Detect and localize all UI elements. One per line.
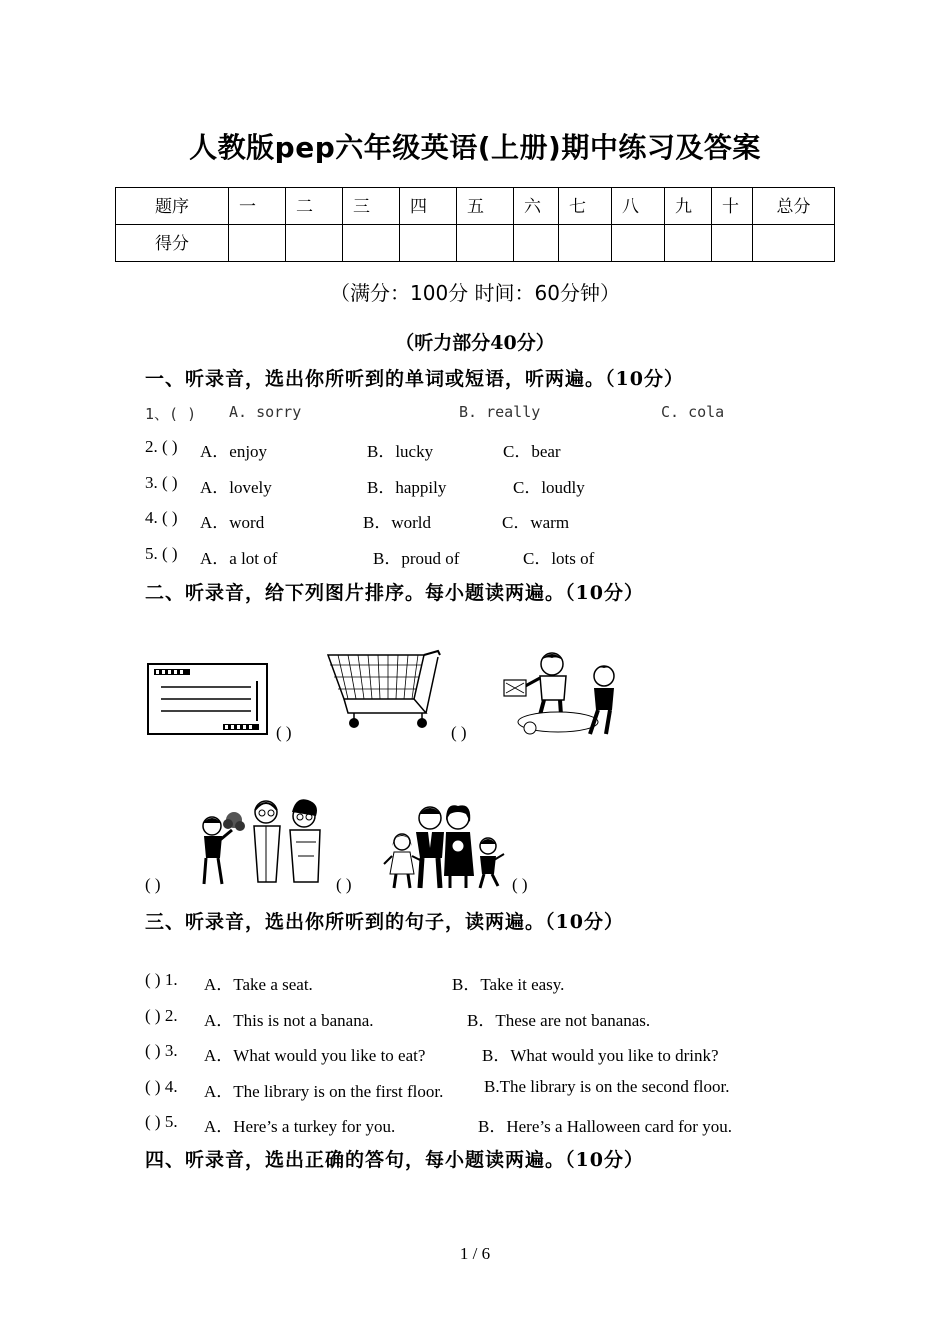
score-input-cell[interactable] — [559, 225, 612, 262]
score-table-cell: 十 — [712, 188, 753, 225]
question-number[interactable]: ( ) 5. — [145, 1112, 178, 1131]
section4-title: 四、听录音，选出正确的答句，每小题读两遍。（10分） — [145, 1149, 644, 1171]
option-a: A．a lot of — [200, 549, 278, 568]
question-row — [145, 473, 845, 495]
question-row — [145, 544, 845, 566]
page-title: 人教版pep六年级英语(上册)期中练习及答案 — [189, 131, 761, 164]
question-row — [145, 403, 845, 425]
question-row — [145, 1077, 845, 1099]
score-table-cell: 六 — [514, 188, 559, 225]
option-a: A．What would you like to eat? — [204, 1046, 426, 1065]
option-b: B．Here’s a Halloween card for you. — [478, 1117, 732, 1136]
option-c: C．loudly — [513, 478, 585, 497]
score-table-cell: 八 — [612, 188, 665, 225]
score-table — [115, 187, 835, 262]
answer-blank[interactable]: ( ) — [276, 723, 292, 742]
option-b: B．What would you like to drink? — [482, 1046, 719, 1065]
option-c: C．bear — [503, 442, 561, 461]
option-b: B．lucky — [367, 442, 434, 461]
answer-blank[interactable]: ( ) — [145, 875, 161, 894]
question-row — [145, 970, 845, 992]
family-picture — [384, 804, 508, 890]
score-input-cell[interactable] — [753, 225, 835, 262]
answer-blank[interactable]: ( ) — [512, 875, 528, 894]
answer-blank[interactable]: ( ) — [336, 875, 352, 894]
question-row — [145, 1112, 845, 1134]
option-a: A．word — [200, 513, 265, 532]
option-b: B．proud of — [373, 549, 460, 568]
score-table-cell: 二 — [286, 188, 343, 225]
option-b: B．happily — [367, 478, 447, 497]
score-table-score-row — [116, 225, 835, 262]
score-table-cell: 一 — [229, 188, 286, 225]
answer-blank[interactable]: ( ) — [451, 723, 467, 742]
option-a: A．The library is on the first floor. — [204, 1082, 444, 1101]
section1-title: 一、听录音，选出你所听到的单词或短语，听两遍。（10分） — [145, 368, 684, 390]
score-input-cell[interactable] — [457, 225, 514, 262]
exam-note: （满分：100分 时间：60分钟） — [330, 281, 620, 305]
question-number[interactable]: 3. ( ) — [145, 473, 178, 492]
question-row — [145, 1006, 845, 1028]
section2-title: 二、听录音，给下列图片排序。每小题读两遍。（10分） — [145, 582, 644, 604]
score-table-cell: 得分 — [116, 225, 229, 262]
option-a: A．enjoy — [200, 442, 268, 461]
score-input-cell[interactable] — [612, 225, 665, 262]
option-a: A．lovely — [200, 478, 272, 497]
question-number[interactable]: 4. ( ) — [145, 508, 178, 527]
question-number[interactable]: 2. ( ) — [145, 437, 178, 456]
option-a: A. sorry — [229, 403, 302, 421]
page-number: 1 / 6 — [459, 1244, 491, 1263]
score-table-cell: 总分 — [753, 188, 835, 225]
listening-header: （听力部分40分） — [395, 332, 555, 354]
section3-title: 三、听录音，选出你所听到的句子，读两遍。（10分） — [145, 911, 624, 933]
score-input-cell[interactable] — [229, 225, 286, 262]
score-input-cell[interactable] — [712, 225, 753, 262]
question-number[interactable]: ( ) 4. — [145, 1077, 178, 1096]
question-number[interactable]: ( ) 2. — [145, 1006, 178, 1025]
shopping-cart-picture — [326, 649, 444, 734]
question-row — [145, 508, 845, 530]
score-table-cell: 七 — [559, 188, 612, 225]
option-c: C．lots of — [523, 549, 595, 568]
score-table-cell: 九 — [665, 188, 712, 225]
score-table-cell: 五 — [457, 188, 514, 225]
score-input-cell[interactable] — [665, 225, 712, 262]
score-input-cell[interactable] — [400, 225, 457, 262]
option-a: A．This is not a banana. — [204, 1011, 374, 1030]
score-table-cell: 题序 — [116, 188, 229, 225]
children-playing-picture — [500, 650, 624, 738]
card-picture — [147, 663, 269, 735]
option-c: C. cola — [661, 403, 725, 421]
question-number[interactable]: ( ) 1. — [145, 970, 178, 989]
option-a: A．Here’s a turkey for you. — [204, 1117, 396, 1136]
question-row — [145, 1041, 845, 1063]
score-table-cell: 四 — [400, 188, 457, 225]
option-b: B.The library is on the second floor. — [484, 1077, 730, 1096]
question-number[interactable]: ( ) 3. — [145, 1041, 178, 1060]
score-input-cell[interactable] — [286, 225, 343, 262]
question-number[interactable]: 5. ( ) — [145, 544, 178, 563]
question-row — [145, 437, 845, 459]
option-b: B．These are not bananas. — [467, 1011, 651, 1030]
option-a: A．Take a seat. — [204, 975, 313, 994]
option-b: B．world — [363, 513, 431, 532]
option-b: B. really — [459, 403, 541, 421]
score-input-cell[interactable] — [514, 225, 559, 262]
option-c: C．warm — [502, 513, 570, 532]
option-b: B．Take it easy. — [452, 975, 565, 994]
score-table-header-row — [116, 188, 835, 225]
score-input-cell[interactable] — [343, 225, 400, 262]
boy-giving-flowers-to-grandparents-picture — [196, 796, 326, 888]
score-table-cell: 三 — [343, 188, 400, 225]
question-number[interactable]: 1、( ) — [145, 405, 197, 423]
